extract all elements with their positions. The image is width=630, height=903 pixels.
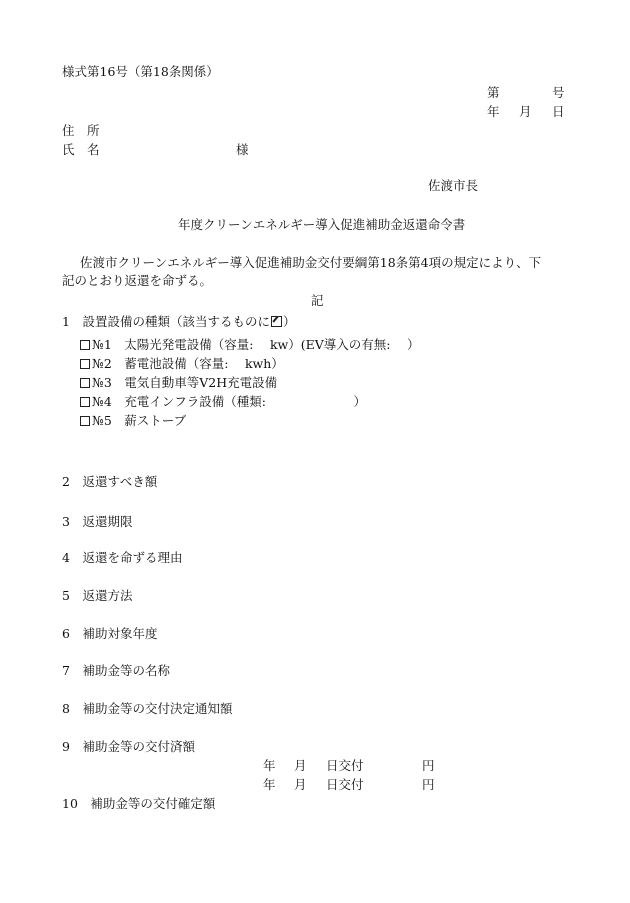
payment-1-yen: 円: [422, 758, 435, 773]
item-6: 6 補助対象年度: [62, 626, 158, 641]
payment-2-month: 月: [294, 777, 307, 792]
checkbox-checked-icon: [271, 316, 282, 327]
payment-2-day: 日交付: [326, 777, 364, 792]
option-5-label: №5 薪ストーブ: [92, 413, 187, 428]
date-day: 日: [552, 104, 565, 119]
item-9: 9 補助金等の交付済額: [62, 739, 195, 754]
checkbox-icon[interactable]: [80, 397, 90, 407]
option-2-label: №2 蓄電池設備（容量: kwh）: [92, 356, 284, 371]
payment-1-year: 年: [263, 758, 276, 773]
option-5[interactable]: [80, 415, 186, 428]
honorific: 様: [236, 142, 249, 157]
ki-mark: 記: [311, 293, 324, 308]
issuer: 佐渡市長: [428, 178, 479, 193]
payment-2-yen: 円: [422, 777, 435, 792]
checkbox-icon[interactable]: [80, 378, 90, 388]
option-1[interactable]: [80, 339, 419, 352]
option-2[interactable]: [80, 358, 284, 371]
form-number: 様式第16号（第18条関係）: [62, 64, 219, 79]
payment-1-month: 月: [294, 758, 307, 773]
section-1-label-end: ）: [282, 314, 296, 329]
option-4[interactable]: [80, 396, 366, 409]
item-8: 8 補助金等の交付決定通知額: [62, 701, 233, 716]
option-3-label: №3 電気自動車等V2H充電設備: [92, 375, 278, 390]
doc-number-prefix: 第: [487, 85, 500, 100]
doc-number-suffix: 号: [552, 85, 565, 100]
item-5: 5 返還方法: [62, 588, 133, 603]
item-10: 10 補助金等の交付確定額: [62, 796, 216, 811]
item-2: 2 返還すべき額: [62, 474, 158, 489]
payment-2-year: 年: [263, 777, 276, 792]
item-7: 7 補助金等の名称: [62, 663, 170, 678]
address-label: 住 所: [62, 123, 100, 138]
document-title: 年度クリーンエネルギー導入促進補助金返還命令書: [178, 217, 466, 232]
intro-line-2: 記のとおり返還を命ずる。: [62, 273, 213, 288]
item-3: 3 返還期限: [62, 514, 133, 529]
checkbox-icon[interactable]: [80, 416, 90, 426]
date-year: 年: [487, 104, 500, 119]
checkbox-icon[interactable]: [80, 340, 90, 350]
section-1-heading: [62, 316, 295, 329]
date-month: 月: [519, 104, 532, 119]
option-3[interactable]: [80, 377, 277, 390]
item-4: 4 返還を命ずる理由: [62, 550, 183, 565]
payment-1-day: 日交付: [326, 758, 364, 773]
intro-line-1: 佐渡市クリーンエネルギー導入促進補助金交付要綱第18条第4項の規定により、下: [80, 255, 542, 270]
section-1-label: 1 設置設備の種類（該当するものに: [62, 314, 270, 329]
option-1-label: №1 太陽光発電設備（容量: kw）(EV導入の有無: ）: [92, 337, 420, 352]
name-label: 氏 名: [62, 142, 100, 157]
option-4-label: №4 充電インフラ設備（種類: ）: [92, 394, 366, 409]
checkbox-icon[interactable]: [80, 359, 90, 369]
